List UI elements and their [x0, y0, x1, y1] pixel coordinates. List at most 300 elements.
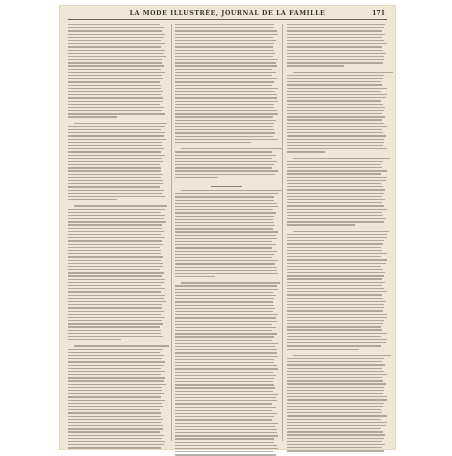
text-line — [175, 254, 274, 255]
text-line — [68, 231, 164, 232]
text-line — [175, 285, 277, 286]
text-line — [175, 113, 278, 114]
text-line — [287, 139, 384, 140]
text-line — [287, 94, 387, 95]
text-line — [287, 186, 383, 187]
text-line — [287, 135, 386, 136]
text-line — [287, 126, 387, 127]
text-line — [175, 43, 274, 44]
text-line — [175, 81, 274, 82]
text-line — [287, 314, 387, 315]
column-divider — [171, 24, 172, 441]
text-line — [68, 59, 162, 60]
text-line — [287, 129, 382, 130]
text-line — [287, 224, 355, 225]
text-line — [68, 151, 161, 152]
text-line — [287, 173, 381, 174]
text-line — [175, 72, 276, 73]
text-line — [287, 123, 384, 124]
text-line — [175, 132, 275, 133]
text-line — [68, 65, 164, 66]
text-line — [287, 177, 387, 178]
text-line — [287, 329, 382, 330]
text-line — [68, 355, 164, 356]
text-line — [68, 333, 161, 334]
text-line — [68, 221, 166, 222]
text-line — [175, 104, 274, 105]
text-line — [287, 291, 387, 292]
text-line — [68, 447, 161, 448]
text-line — [68, 396, 161, 397]
text-line — [68, 72, 165, 73]
text-line — [68, 196, 165, 197]
text-line — [287, 221, 384, 222]
text-line — [68, 422, 161, 423]
text-line — [287, 164, 381, 165]
text-line — [68, 43, 165, 44]
text-line — [287, 196, 382, 197]
header-rule — [68, 19, 387, 20]
text-line — [287, 275, 384, 276]
text-line — [287, 406, 383, 407]
text-line — [175, 426, 275, 427]
text-line — [181, 282, 280, 283]
text-line — [287, 167, 382, 168]
text-line — [68, 282, 164, 283]
text-line — [68, 409, 160, 410]
paragraph-gap — [175, 180, 278, 183]
text-line — [287, 450, 384, 451]
text-line — [175, 30, 277, 31]
text-line — [175, 88, 278, 89]
text-line — [287, 272, 385, 273]
text-line — [68, 435, 164, 436]
text-line — [175, 37, 273, 38]
text-line — [175, 228, 273, 229]
text-line — [175, 298, 274, 299]
text-line — [175, 50, 274, 51]
text-line — [293, 158, 390, 159]
text-line — [68, 193, 162, 194]
text-line — [175, 56, 273, 57]
text-line — [175, 321, 277, 322]
text-line — [175, 305, 274, 306]
text-line — [287, 250, 382, 251]
text-line — [175, 27, 274, 28]
text-line — [287, 422, 387, 423]
text-line — [287, 237, 387, 238]
text-line — [287, 390, 384, 391]
text-line — [68, 174, 163, 175]
text-line — [68, 139, 166, 140]
text-line — [175, 155, 276, 156]
text-line — [175, 164, 274, 165]
text-line — [175, 442, 274, 443]
text-line — [175, 362, 274, 363]
text-line — [175, 120, 276, 121]
text-line — [287, 50, 383, 51]
text-line — [68, 301, 166, 302]
text-line — [287, 148, 387, 149]
text-line — [68, 444, 164, 445]
text-line — [68, 27, 164, 28]
text-line — [175, 413, 277, 414]
text-line — [175, 110, 277, 111]
text-line — [287, 212, 382, 213]
text-line — [287, 349, 359, 350]
text-line — [287, 88, 387, 89]
text-line — [68, 56, 166, 57]
text-line — [68, 46, 161, 47]
text-line — [175, 429, 277, 430]
text-line — [68, 326, 160, 327]
text-line — [175, 247, 272, 248]
text-line — [175, 346, 275, 347]
text-line — [68, 403, 162, 404]
text-line — [68, 164, 160, 165]
text-line — [287, 431, 383, 432]
text-line — [175, 174, 275, 175]
text-line — [175, 34, 278, 35]
text-line — [175, 244, 276, 245]
text-line — [68, 438, 162, 439]
text-line — [287, 304, 384, 305]
text-line — [68, 113, 165, 114]
text-line — [287, 62, 383, 63]
text-line — [68, 161, 163, 162]
column-divider — [282, 24, 283, 441]
text-line — [175, 327, 276, 328]
text-column-2 — [175, 24, 278, 443]
text-line — [68, 37, 164, 38]
text-line — [287, 393, 383, 394]
text-line — [68, 183, 163, 184]
text-line — [175, 126, 273, 127]
text-line — [68, 212, 161, 213]
text-line — [68, 180, 163, 181]
text-line — [287, 46, 382, 47]
text-line — [287, 75, 384, 76]
text-line — [175, 349, 277, 350]
text-line — [175, 330, 272, 331]
text-line — [175, 273, 278, 274]
text-line — [287, 368, 382, 369]
text-line — [175, 200, 274, 201]
text-line — [287, 142, 384, 143]
text-line — [287, 161, 383, 162]
text-line — [175, 170, 278, 171]
text-line — [175, 75, 272, 76]
text-line — [175, 161, 277, 162]
text-line — [68, 263, 163, 264]
text-line — [287, 419, 381, 420]
text-line — [68, 101, 163, 102]
text-line — [175, 222, 274, 223]
text-column-1 — [68, 24, 166, 443]
text-line — [175, 340, 272, 341]
text-line — [175, 368, 278, 369]
text-line — [68, 349, 163, 350]
text-line — [287, 151, 325, 152]
text-line — [287, 59, 384, 60]
text-line — [68, 358, 162, 359]
text-line — [287, 434, 385, 435]
text-line — [68, 275, 162, 276]
text-line — [68, 416, 161, 417]
text-line — [287, 37, 382, 38]
text-line — [68, 323, 163, 324]
text-line — [175, 97, 277, 98]
text-line — [287, 199, 385, 200]
text-line — [68, 279, 165, 280]
text-line — [287, 104, 383, 105]
text-line — [68, 237, 165, 238]
text-line — [175, 65, 277, 66]
text-line — [175, 317, 276, 318]
text-line — [287, 256, 381, 257]
text-line — [287, 53, 386, 54]
text-line — [68, 269, 160, 270]
text-line — [68, 145, 162, 146]
text-line — [287, 438, 384, 439]
text-line — [68, 425, 163, 426]
text-line — [287, 132, 383, 133]
text-line — [68, 336, 163, 337]
text-line — [68, 53, 164, 54]
text-line — [68, 199, 117, 200]
text-line — [68, 272, 164, 273]
text-line — [287, 202, 382, 203]
text-line — [175, 375, 276, 376]
text-line — [68, 266, 163, 267]
text-line — [68, 30, 162, 31]
text-line — [68, 380, 164, 381]
text-line — [68, 387, 162, 388]
text-line — [175, 136, 273, 137]
text-line — [68, 142, 162, 143]
text-line — [293, 72, 393, 73]
text-line — [68, 253, 161, 254]
text-line — [287, 428, 381, 429]
text-line — [287, 307, 384, 308]
text-line — [68, 291, 161, 292]
text-line — [175, 142, 251, 143]
text-line — [175, 123, 274, 124]
running-header — [60, 10, 395, 22]
text-line — [68, 374, 161, 375]
text-line — [68, 85, 161, 86]
text-line — [68, 104, 160, 105]
text-line — [175, 235, 276, 236]
text-line — [175, 403, 272, 404]
text-line — [175, 151, 272, 152]
text-line — [175, 62, 276, 63]
text-line — [287, 247, 381, 248]
text-line — [287, 234, 387, 235]
text-line — [287, 294, 382, 295]
text-line — [175, 263, 275, 264]
text-line — [175, 301, 273, 302]
text-line — [68, 393, 164, 394]
text-line — [68, 260, 161, 261]
text-line — [68, 288, 165, 289]
text-line — [287, 396, 387, 397]
text-line — [287, 97, 386, 98]
text-line — [175, 116, 273, 117]
text-line — [175, 69, 272, 70]
text-line — [175, 267, 277, 268]
text-line — [287, 193, 384, 194]
text-line — [175, 336, 274, 337]
text-line — [287, 240, 384, 241]
text-line — [175, 53, 275, 54]
text-line — [68, 228, 162, 229]
text-line — [181, 148, 283, 149]
text-line — [175, 432, 277, 433]
text-line — [287, 447, 382, 448]
text-line — [68, 62, 162, 63]
text-line — [287, 403, 384, 404]
text-line — [175, 343, 278, 344]
text-line — [287, 189, 385, 190]
text-line — [287, 81, 381, 82]
text-line — [175, 94, 277, 95]
text-line — [68, 34, 165, 35]
text-line — [175, 59, 278, 60]
text-line — [68, 167, 161, 168]
text-line — [287, 78, 383, 79]
text-line — [287, 253, 387, 254]
text-line — [175, 356, 278, 357]
text-line — [175, 85, 272, 86]
text-line — [68, 250, 161, 251]
text-line — [287, 27, 384, 28]
text-line — [287, 387, 384, 388]
text-line — [287, 91, 381, 92]
text-line — [68, 234, 161, 235]
text-line — [287, 116, 385, 117]
text-line — [68, 170, 161, 171]
text-line — [287, 415, 387, 416]
text-line — [175, 78, 277, 79]
text-line — [68, 352, 160, 353]
text-line — [287, 377, 382, 378]
text-line — [68, 256, 163, 257]
text-line — [175, 397, 276, 398]
text-line — [175, 257, 272, 258]
text-line — [175, 203, 277, 204]
text-line — [287, 399, 387, 400]
text-line — [287, 383, 386, 384]
text-line — [293, 355, 391, 356]
text-line — [175, 407, 276, 408]
text-line — [175, 308, 275, 309]
text-line — [175, 416, 274, 417]
text-line — [68, 400, 165, 401]
text-line — [293, 231, 389, 232]
text-line — [287, 358, 384, 359]
text-line — [287, 342, 386, 343]
text-line — [287, 215, 383, 216]
text-line — [287, 56, 384, 57]
text-line — [68, 50, 165, 51]
text-line — [287, 298, 383, 299]
text-line — [175, 292, 273, 293]
text-line — [287, 333, 387, 334]
text-line — [287, 243, 383, 244]
text-line — [68, 24, 160, 25]
text-line — [175, 196, 274, 197]
text-line — [68, 304, 162, 305]
text-line — [175, 400, 277, 401]
text-line — [175, 333, 277, 334]
text-line — [175, 216, 274, 217]
text-line — [74, 123, 167, 124]
text-line — [287, 374, 387, 375]
text-line — [68, 390, 162, 391]
text-line — [287, 278, 382, 279]
text-line — [287, 180, 386, 181]
text-line — [68, 339, 121, 340]
text-line — [68, 215, 165, 216]
text-line — [287, 425, 386, 426]
text-line — [68, 406, 163, 407]
text-line — [68, 155, 165, 156]
text-line — [287, 269, 383, 270]
text-line — [175, 311, 273, 312]
text-line — [68, 428, 163, 429]
text-line — [287, 361, 382, 362]
page-number: 171 — [372, 10, 385, 17]
text-line — [175, 276, 215, 277]
text-line — [68, 307, 162, 308]
text-line — [287, 145, 383, 146]
text-line — [68, 177, 161, 178]
text-line — [175, 158, 272, 159]
text-line — [287, 183, 381, 184]
text-line — [68, 311, 164, 312]
text-line — [68, 78, 163, 79]
text-line — [287, 326, 381, 327]
text-line — [175, 238, 277, 239]
text-line — [287, 285, 382, 286]
text-line — [68, 384, 166, 385]
text-line — [68, 441, 165, 442]
text-line — [175, 231, 278, 232]
text-line — [287, 444, 385, 445]
text-line — [175, 419, 272, 420]
text-line — [74, 205, 167, 206]
text-line — [287, 282, 385, 283]
text-line — [68, 377, 165, 378]
text-line — [175, 391, 273, 392]
text-line — [287, 339, 387, 340]
text-line — [287, 259, 387, 260]
text-line — [287, 107, 385, 108]
text-line — [68, 91, 163, 92]
text-line — [287, 263, 386, 264]
text-line — [287, 170, 387, 171]
text-line — [68, 431, 160, 432]
text-line — [287, 65, 344, 66]
text-line — [68, 40, 161, 41]
text-line — [68, 209, 165, 210]
text-line — [287, 317, 387, 318]
text-line — [175, 209, 273, 210]
text-line — [175, 193, 278, 194]
text-line — [175, 410, 272, 411]
text-line — [74, 345, 169, 346]
